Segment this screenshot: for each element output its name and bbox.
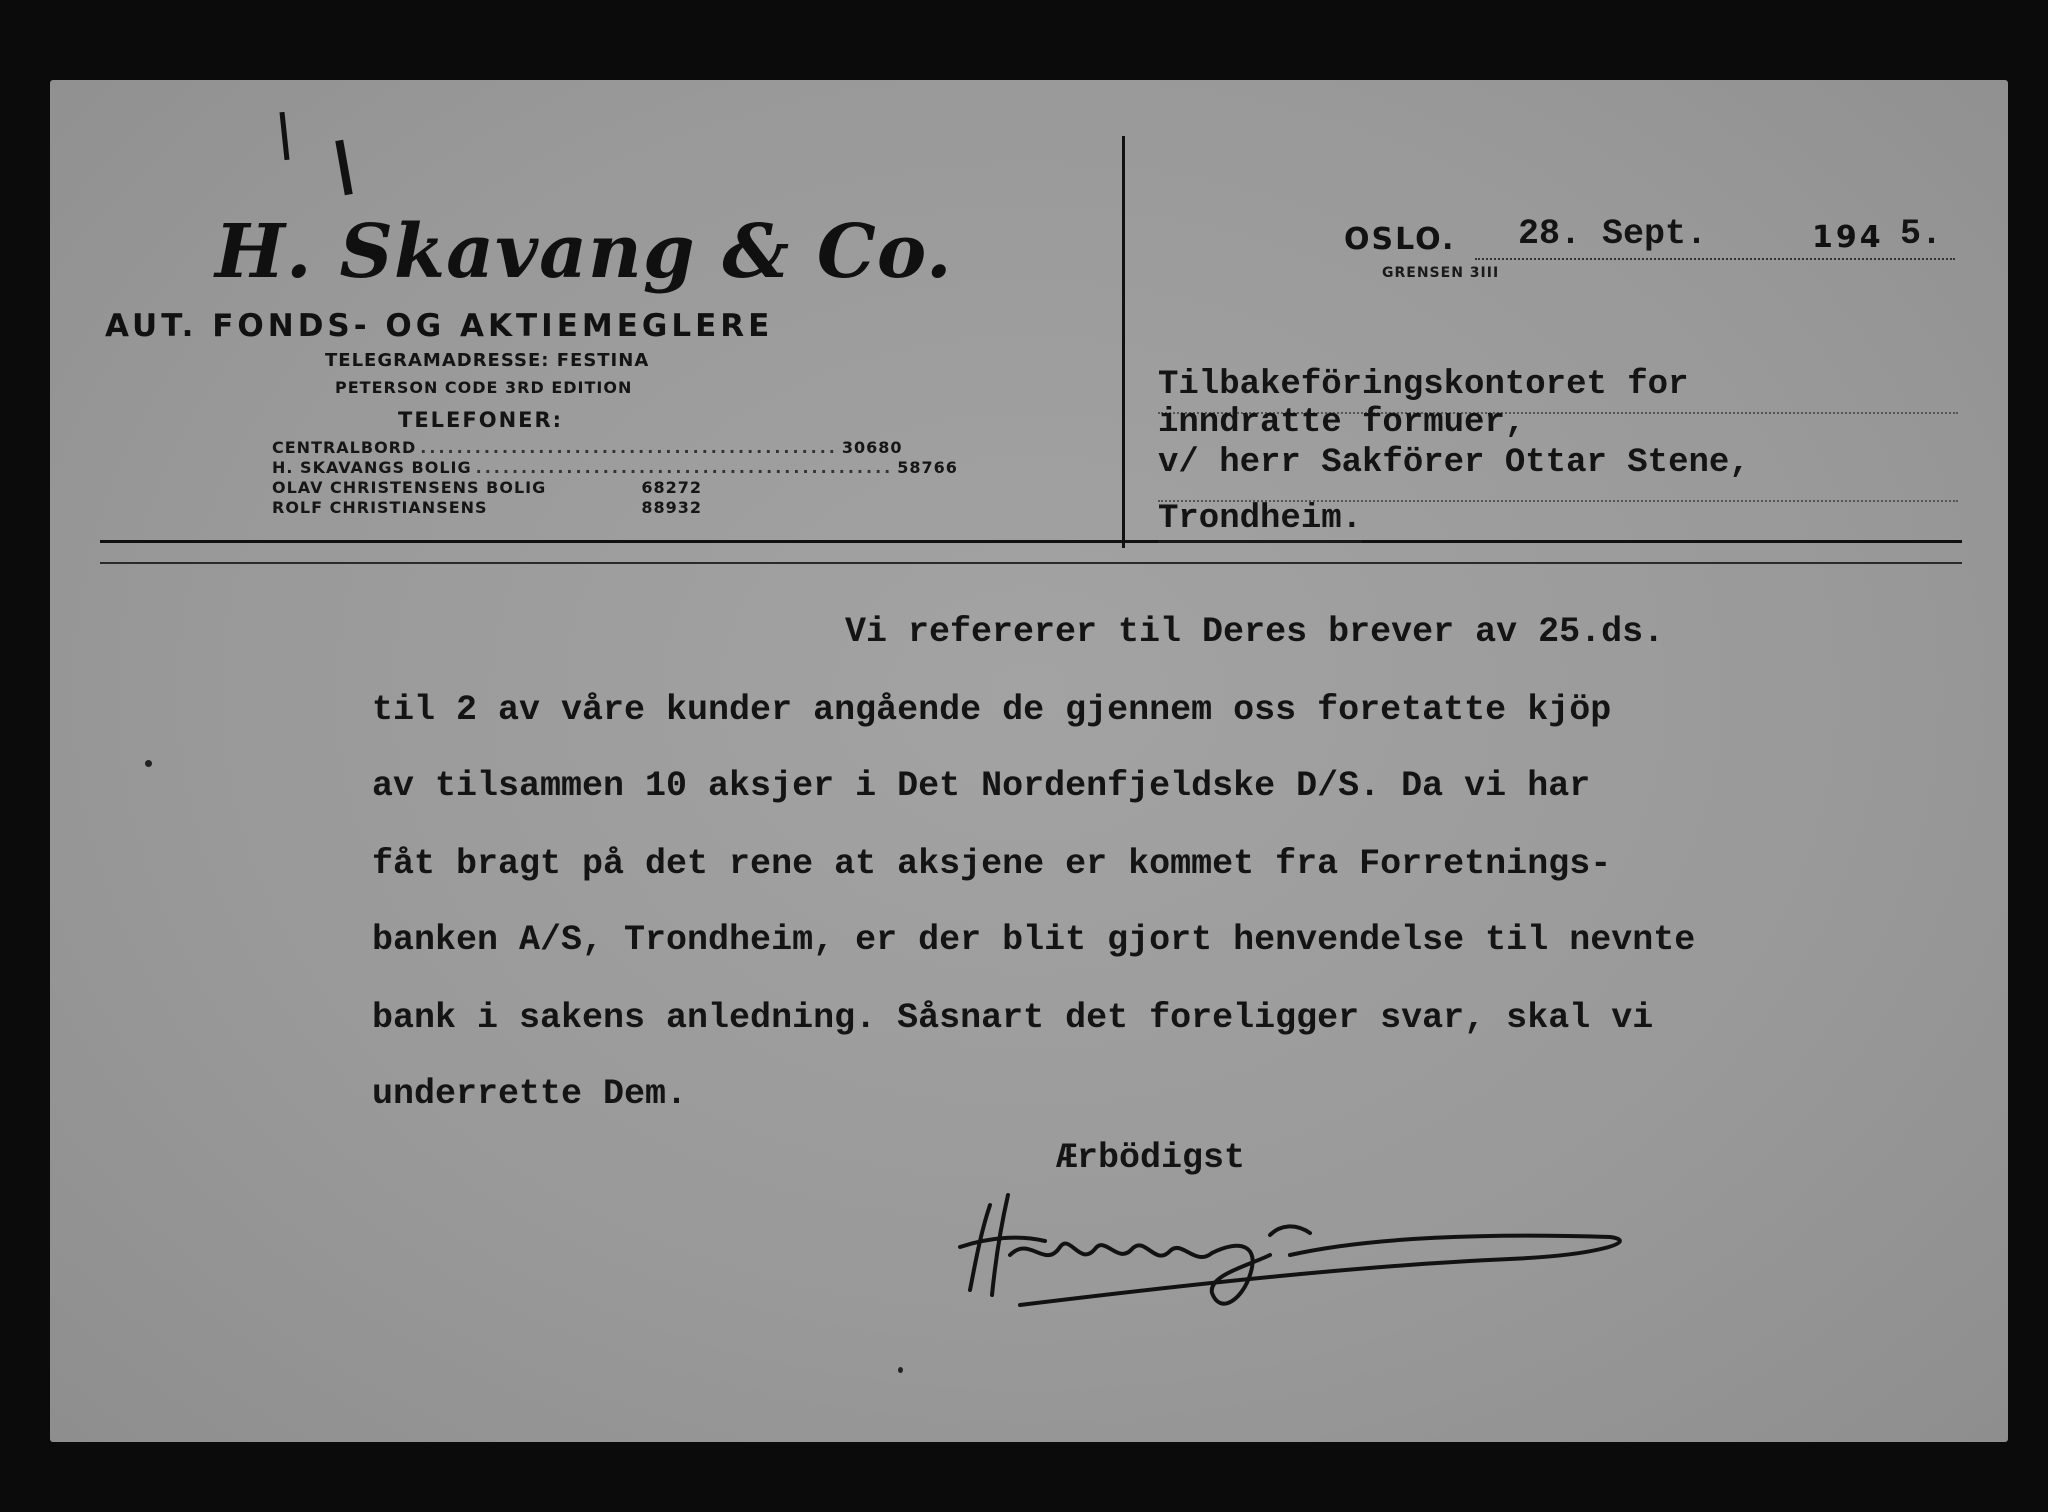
phone-number: 30680	[841, 438, 903, 457]
company-logo	[215, 195, 953, 305]
recipient-line: Tilbakeföringskontoret for	[1158, 366, 1689, 404]
phone-number: 88932	[641, 498, 702, 517]
body-line: av tilsammen 10 aksjer i Det Nordenfjeldske D/S. Da vi har	[372, 766, 1591, 806]
date-typed: 28. Sept.	[1518, 214, 1708, 254]
body-line: banken A/S, Trondheim, er der blit gjort henvendelse til nevnte	[372, 920, 1696, 960]
body-line: fåt bragt på det rene at aksjene er kommet fra Forretnings-	[372, 844, 1612, 884]
phones-heading: TELEFONER:	[398, 408, 564, 432]
phone-label: ROLF CHRISTIANSENS	[272, 498, 488, 517]
street-address: GRENSEN 3III	[1382, 265, 1500, 281]
recipient-city-text: Trondheim.	[1158, 500, 1362, 543]
phone-number: 58766	[897, 458, 958, 477]
phone-row	[272, 478, 702, 497]
closing-salutation: Ærbödigst	[1056, 1138, 1246, 1178]
phone-row	[272, 498, 702, 517]
recipient-city	[1158, 500, 1362, 538]
phone-row: CENTRALBORD .............................................. 30680	[272, 438, 903, 457]
paper-speck	[898, 1367, 903, 1373]
code-edition: PETERSON CODE 3RD EDITION	[335, 378, 633, 397]
signature	[950, 1175, 1630, 1315]
city-name: OSLO.	[1344, 222, 1456, 257]
recipient-line: v/ herr Sakförer Ottar Stene,	[1158, 444, 1750, 482]
phone-label: OLAV CHRISTENSENS BOLIG	[272, 478, 547, 497]
body-line: bank i sakens anledning. Såsnart det foreligger svar, skal vi	[372, 998, 1654, 1038]
telegram-address: TELEGRAMADRESSE: FESTINA	[325, 350, 650, 371]
horizontal-divider-thin	[100, 562, 1962, 564]
year-prefix: 194	[1812, 220, 1884, 255]
phone-label: H. SKAVANGS BOLIG	[272, 458, 472, 477]
paper-speck	[145, 760, 152, 767]
horizontal-divider	[100, 540, 1962, 543]
vertical-divider	[1122, 136, 1125, 548]
svg-text:H. Skavang & Co.: H. Skavang & Co.	[215, 209, 953, 295]
date-line	[1475, 258, 1955, 260]
phone-number: 68272	[641, 478, 702, 497]
company-subtitle: AUT. FONDS- OG AKTIEMEGLERE	[105, 308, 774, 344]
recipient-line: inndratte formuer,	[1158, 404, 1526, 442]
phone-row: H. SKAVANGS BOLIG .............................................. 58766	[272, 458, 958, 477]
year-digit: 5.	[1900, 214, 1943, 254]
body-line: til 2 av våre kunder angående de gjennem oss foretatte kjöp	[372, 690, 1612, 730]
body-line: underrette Dem.	[372, 1074, 688, 1114]
phone-label: CENTRALBORD	[272, 438, 417, 457]
body-line: Vi refererer til Deres brever av 25.ds.	[845, 612, 1665, 652]
